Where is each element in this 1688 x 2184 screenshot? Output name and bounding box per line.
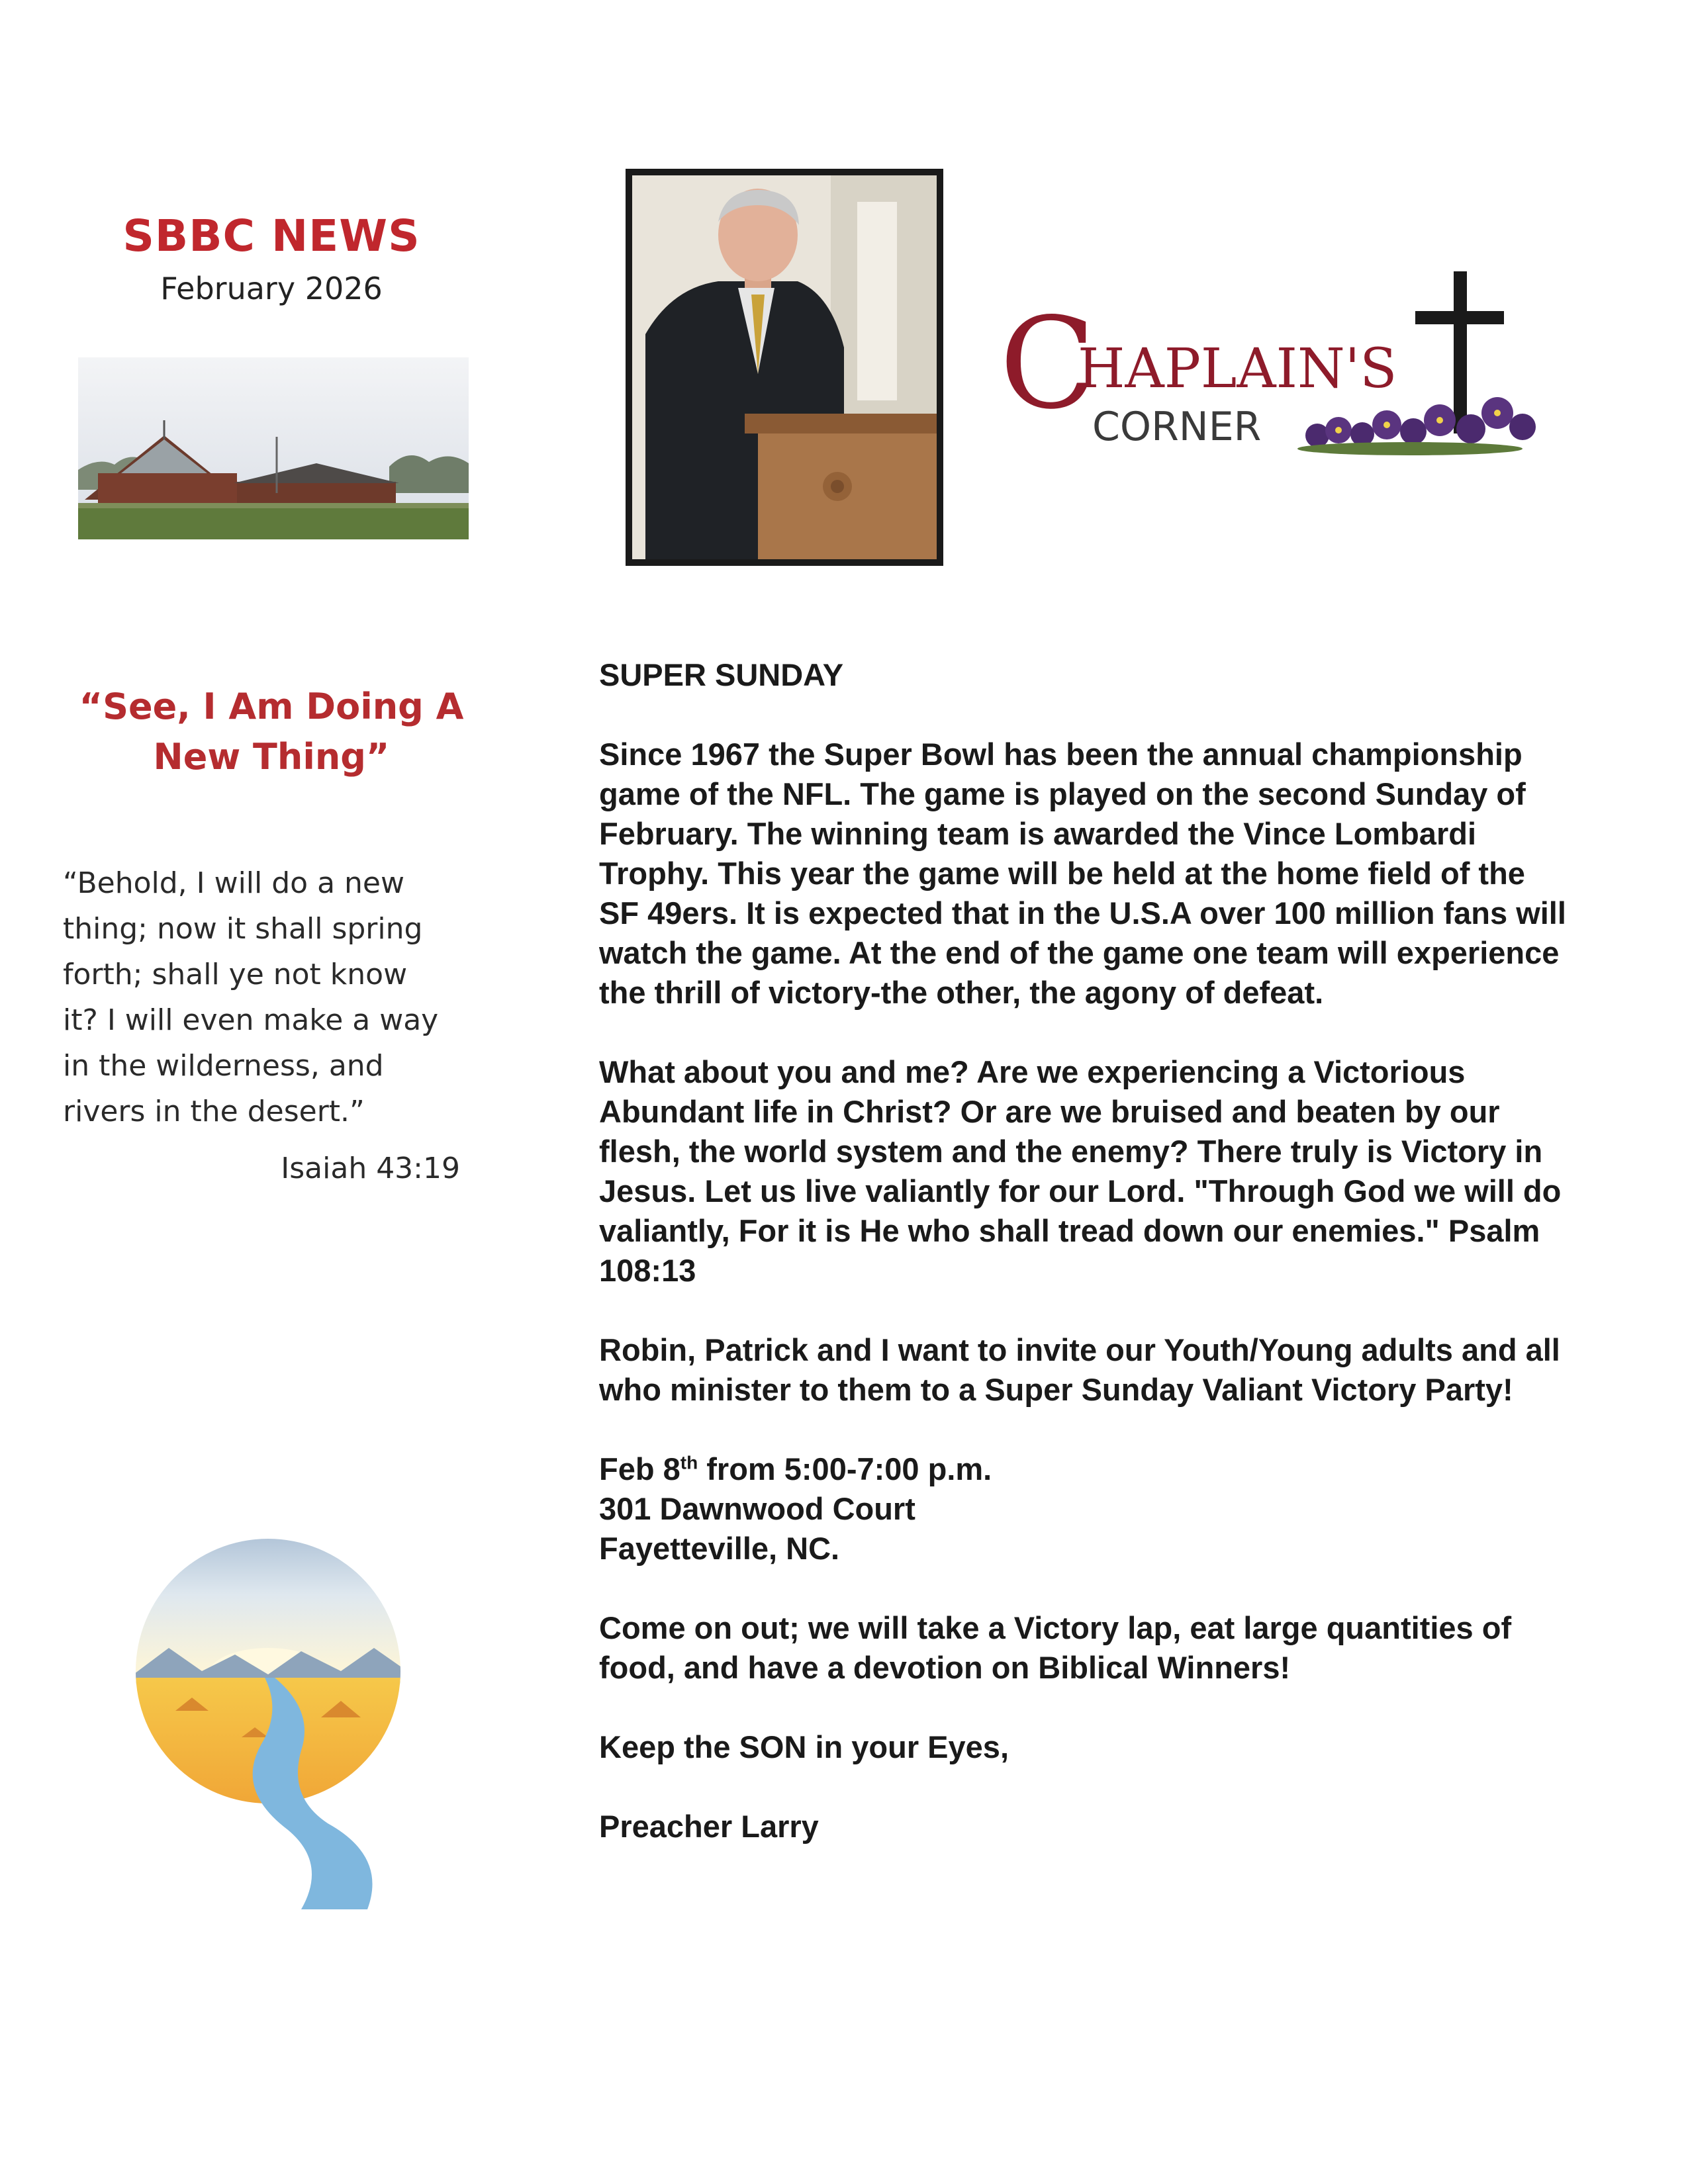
newsletter-date: February 2026 <box>160 271 383 306</box>
violet-flowers-icon <box>1297 397 1536 455</box>
verse-line: in the wilderness, and <box>63 1049 384 1083</box>
verse-line: it? I will even make a way <box>63 1003 439 1037</box>
article-paragraph: Come on out; we will take a Victory lap, eat large quantities of food, and have a devotion on Biblical Winners! <box>599 1610 1512 1685</box>
article-closing: Keep the SON in your Eyes, <box>599 1729 1009 1764</box>
newsletter-title: SBBC NEWS <box>122 210 420 261</box>
logo-chaplains-text: HAPLAIN'S <box>1078 338 1397 400</box>
logo-big-c: C <box>1000 291 1096 437</box>
chaplains-corner-logo <box>1000 271 1549 457</box>
scripture-verse <box>63 860 460 1134</box>
verse-line: thing; now it shall spring <box>63 912 423 946</box>
river-in-desert-illustration <box>129 1512 407 1909</box>
event-date: Feb 8 <box>599 1451 680 1486</box>
chaplain-portrait-photo <box>626 169 943 566</box>
verse-line: forth; shall ye not know <box>63 958 408 991</box>
article-paragraph: What about you and me? Are we experiencing a Victorious Abundant life in Christ? Or are we bruised and beaten by our flesh, the world system and the enemy? There truly is Victory in Jesus. Let us live valiantly for our Lord. "Through God we will do valiantly, For it is He who shall tread down our enemies." Psalm 108:13 <box>599 1054 1562 1288</box>
masthead <box>73 210 470 306</box>
event-details <box>599 1449 1572 1569</box>
article-paragraph: Robin, Patrick and I want to invite our Youth/Young adults and all who minister to them to a Super Sunday Valiant Victory Party! <box>599 1332 1560 1407</box>
article-title: SUPER SUNDAY <box>599 657 844 692</box>
chaplains-corner-logo-art <box>1000 271 1549 457</box>
article-signature: Preacher Larry <box>599 1809 819 1844</box>
sidebar-heading-line1: “See, I Am Doing A <box>79 686 464 727</box>
chaplain-article <box>599 655 1572 1886</box>
event-date-suffix: th <box>680 1452 698 1473</box>
church-building-photo <box>78 357 469 539</box>
article-paragraph: Since 1967 the Super Bowl has been the annual championship game of the NFL. The game is played on the second Sunday of February. The winning team is awarded the Vince Lombardi Trophy. This year the game will be held at the home field of the SF 49ers. It is expected that in the U.S.A over 100 million fans will watch the game. At the end of the game one team will experience the thrill of victory-the other, the agony of defeat. <box>599 737 1566 1010</box>
logo-corner-text: CORNER <box>1092 404 1262 450</box>
sidebar-heading <box>60 682 483 782</box>
sidebar-heading-line2: New Thing” <box>153 736 390 778</box>
event-address: 301 Dawnwood Court <box>599 1491 915 1526</box>
verse-line: “Behold, I will do a new <box>63 866 404 900</box>
event-time: from 5:00-7:00 p.m. <box>698 1451 992 1486</box>
verse-reference: Isaiah 43:19 <box>281 1152 460 1185</box>
verse-line: rivers in the desert.” <box>63 1095 365 1128</box>
event-city: Fayetteville, NC. <box>599 1531 840 1566</box>
